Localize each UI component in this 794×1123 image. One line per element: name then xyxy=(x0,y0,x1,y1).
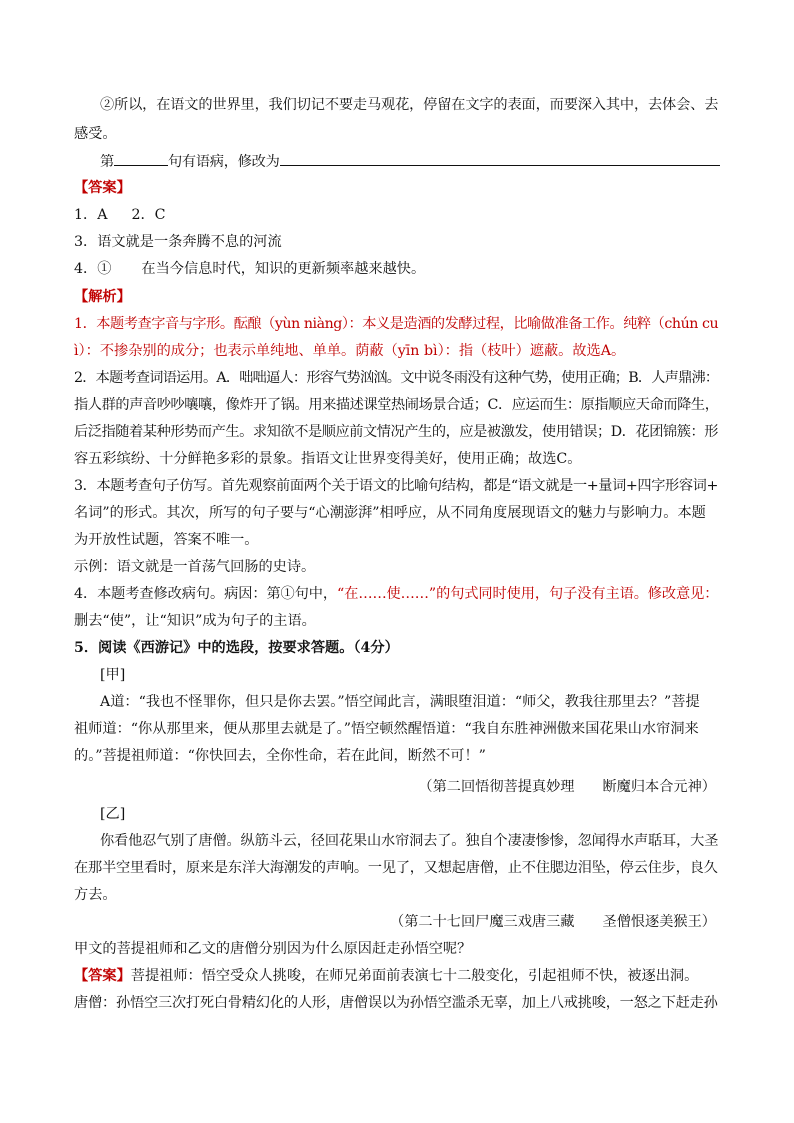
analysis-p3-line3: 为开放性试题，答案不唯一。 xyxy=(74,532,259,548)
analysis-p3-line2: 名词”的形式。其次，所写的句子要与“心潮澎湃”相呼应，从不同角度展现语文的魅力与影响力。本题 xyxy=(74,505,706,521)
q5-jia-line1: A道：“我也不怪罪你，但只是你去罢。”悟空闻此言，满眼堕泪道：“师父，教我往那里去？”菩提 xyxy=(100,694,700,710)
answer-4-text: 在当今信息时代，知识的更新频率越来越快。 xyxy=(141,261,426,277)
analysis-p2-line1: 2．本题考查词语运用。A．咄咄逼人：形容气势汹汹。文中说冬雨没有这种气势，使用正确；B．人声鼎沸： xyxy=(74,370,719,386)
analysis-p2-line2: 指人群的声音吵吵嚷嚷，像炸开了锅。用来描述课堂热闹场景合适；C．应运而生：原指顺应天命而降生， xyxy=(74,397,719,413)
q5-jia-line3: 的。”菩提祖师道：“你快回去，全你性命，若在此间，断然不可！” xyxy=(74,748,486,764)
fill-blank-revision xyxy=(280,151,720,166)
analysis-p2-line4: 容五彩缤纷、十分鲜艳多彩的景象。指语文让世界变得美好，使用正确；故选C。 xyxy=(74,451,582,467)
q5-yi-source-a: （第二十七回尸魔三戏唐三藏 xyxy=(390,914,575,930)
analysis-p4-line1-start: 4．本题考查修改病句。病因：第①句中， xyxy=(74,586,338,602)
analysis-p3-line1: 3．本题考查句子仿写。首先观察前面两个关于语文的比喻句结构，都是“语文就是一+量词+四字形容词+ xyxy=(74,478,719,494)
q5-jia-source xyxy=(418,777,716,797)
analysis-p3-line4: 示例：语文就是一首荡气回肠的史诗。 xyxy=(74,559,316,575)
answer-2: 2．C xyxy=(131,207,166,223)
q5-jia-line2: 祖师道：“你从那里来，便从那里去就是了。”悟空顿然醒悟道：“我自东胜神洲傲来国花果山水帘洞来 xyxy=(74,721,699,737)
fill-blank-sentence-number xyxy=(114,151,168,166)
q4-item2-line2: 感受。 xyxy=(74,126,117,142)
q5-answer-text1: 菩提祖师：悟空受众人挑唆，在师兄弟面前表演七十二般变化，引起祖师不快，被逐出洞。 xyxy=(130,968,699,984)
q5-title: 5．阅读《西游记》中的选段，按要求答题。（4分） xyxy=(74,640,399,656)
answer-4-label: 4．① xyxy=(74,261,112,277)
q5-answer-line1 xyxy=(74,966,698,986)
fill-prefix: 第 xyxy=(100,154,114,170)
q5-jia-label: [甲] xyxy=(100,667,126,683)
answer-line1 xyxy=(74,205,166,225)
analysis-p4-line1 xyxy=(74,584,718,604)
answer-line3 xyxy=(74,259,425,279)
q5-yi-line2: 在那半空里看时，原来是东洋大海潮发的声响。一见了，又想起唐僧，止不住腮边泪坠，停云住步，良久 xyxy=(74,860,718,876)
analysis-p4-line2: 删去“使”，让“知识”成为句子的主语。 xyxy=(74,613,316,629)
answer-1: 1．A xyxy=(74,207,108,223)
q5-jia-source-b: 断魔归本合元神） xyxy=(602,779,716,795)
analysis-p1-line2: ì）：不掺杂别的成分；也表示单纯地、单单。荫蔽（yīn bì）：指（枝叶）遮蔽。故选A。 xyxy=(74,343,626,359)
analysis-p2-line3: 后泛指随着某种形势而产生。求知欲不是顺应前文情况产生的，应是被激发，使用错误；D．花团锦簇：形 xyxy=(74,424,719,440)
q5-answer-line2: 唐僧：孙悟空三次打死白骨精幻化的人形，唐僧误以为孙悟空滥杀无辜，加上八戒挑唆，一怒之下赶走孙 xyxy=(74,995,718,1011)
q5-answer-header: 【答案】 xyxy=(74,968,131,984)
q4-item2-line1: ②所以，在语文的世界里，我们切记不要走马观花，停留在文字的表面，而要深入其中，去体会、去 xyxy=(100,97,719,113)
fill-middle: 句有语病，修改为 xyxy=(167,154,280,170)
q5-yi-line1: 你看他忍气别了唐僧。纵筋斗云，径回花果山水帘洞去了。独自个凄凄惨惨，忽闻得水声聒耳，大圣 xyxy=(100,833,719,849)
analysis-header: 【解析】 xyxy=(74,289,131,305)
q5-yi-label: [乙] xyxy=(100,806,126,822)
q5-jia-source-a: （第二回悟彻菩提真妙理 xyxy=(418,779,575,795)
answer-line2: 3．语文就是一条奔腾不息的河流 xyxy=(74,234,282,250)
analysis-p1-line1: 1．本题考查字音与字形。酝酿（yùn niàng）：本义是造酒的发酵过程，比喻做准备工作。纯粹（chún cu xyxy=(74,316,719,332)
q5-yi-source xyxy=(390,912,716,932)
q5-question: 甲文的菩提祖师和乙文的唐僧分别因为什么原因赶走孙悟空呢？ xyxy=(74,941,472,957)
analysis-p4-line1-red: “在……使……”的句式同时使用，句子没有主语。修改意见： xyxy=(337,586,719,602)
q5-yi-line3: 方去。 xyxy=(74,887,117,903)
q5-yi-source-b: 圣僧恨逐美猴王） xyxy=(602,914,716,930)
answer-header: 【答案】 xyxy=(74,180,131,196)
q4-fill-line xyxy=(100,151,720,172)
